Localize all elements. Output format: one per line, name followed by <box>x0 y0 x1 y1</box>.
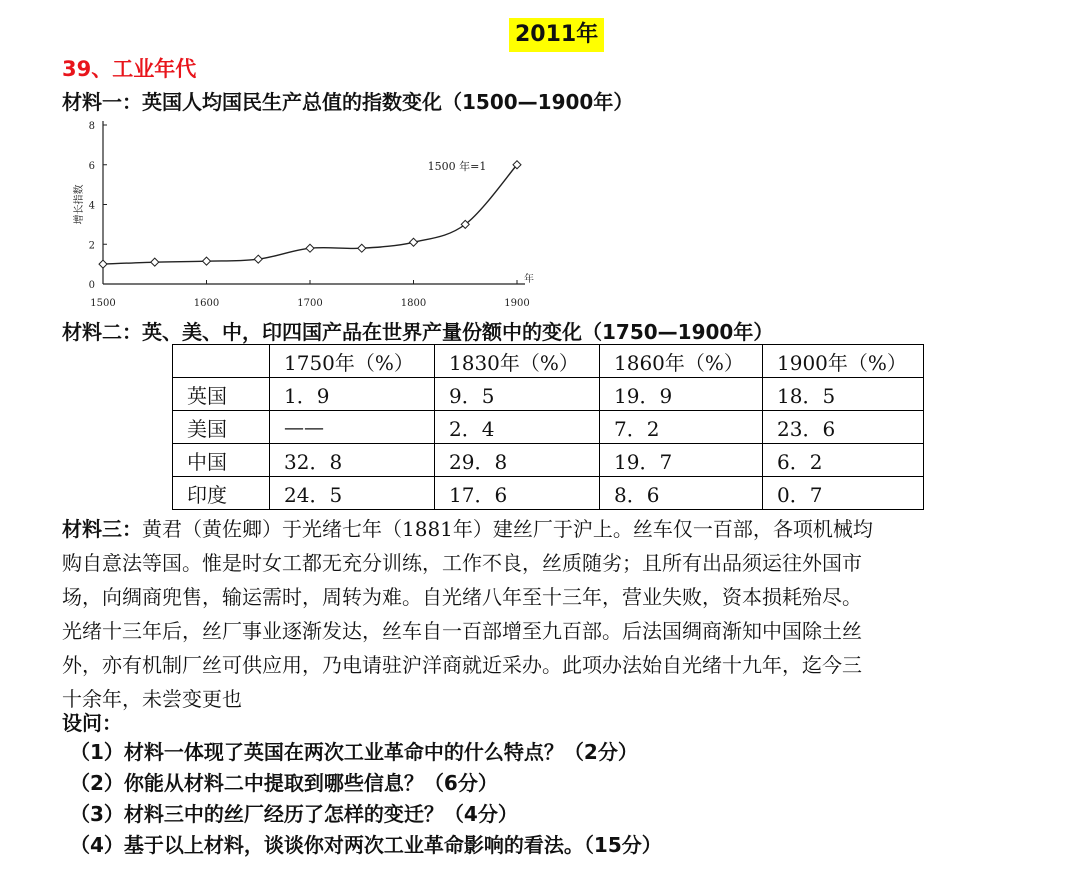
table-cell: 印度 <box>173 477 270 510</box>
y-tick-label: 4 <box>88 200 95 212</box>
table-cell: 美国 <box>173 411 270 444</box>
material3-lead: 材料三： <box>62 517 142 541</box>
y-axis-label: 增长指数 <box>74 184 85 225</box>
table-row <box>173 411 924 444</box>
questions-label: 设问： <box>62 711 122 735</box>
question-item: （1）材料一体现了英国在两次工业革命中的什么特点？（2分） <box>70 740 638 764</box>
table-cell: 19．7 <box>600 444 763 477</box>
question-item: （4）基于以上材料，谈谈你对两次工业革命影响的看法。（15分） <box>70 833 662 857</box>
table-header-cell: 1900年（%） <box>763 345 924 378</box>
data-point <box>151 258 159 266</box>
table-header-cell: 1750年（%） <box>270 345 435 378</box>
table-cell: 24．5 <box>270 477 435 510</box>
table-cell: 8．6 <box>600 477 763 510</box>
x-tick-label: 1500 <box>90 298 116 309</box>
x-axis-label: 年 <box>524 274 534 285</box>
table-cell: 23．6 <box>763 411 924 444</box>
question-item: （3）材料三中的丝厂经历了怎样的变迁？（4分） <box>70 802 518 826</box>
table-header-cell <box>173 345 270 378</box>
material1-title: 材料一：英国人均国民生产总值的指数变化（1500—1900年） <box>62 90 634 114</box>
data-point <box>254 255 262 263</box>
table-cell: 6．2 <box>763 444 924 477</box>
material3-line: 购自意法等国。惟是时女工都无充分训练，工作不良，丝质随劣；且所有出品须运往外国市 <box>62 551 862 575</box>
table-cell: 29．8 <box>435 444 600 477</box>
gnp-index-chart <box>70 116 550 312</box>
material3-line: 光绪十三年后，丝厂事业逐渐发达，丝车自一百部增至九百部。后法国绸商渐知中国除土丝 <box>62 619 862 643</box>
material3-line: 场，向绸商兜售，输运需时，周转为难。自光绪八年至十三年，营业失败，资本损耗殆尽。 <box>62 585 862 609</box>
question-list <box>70 737 662 861</box>
table-cell: 英国 <box>173 378 270 411</box>
data-point <box>99 260 107 268</box>
material3-text <box>62 512 1042 716</box>
x-tick-label: 1700 <box>297 298 323 309</box>
y-tick-label: 8 <box>88 121 95 132</box>
table-row <box>173 477 924 510</box>
share-table <box>172 344 924 510</box>
table-cell: 2．4 <box>435 411 600 444</box>
data-point <box>410 238 418 246</box>
table-cell: 0．7 <box>763 477 924 510</box>
y-tick-label: 2 <box>88 240 95 252</box>
question-item: （2）你能从材料二中提取到哪些信息？（6分） <box>70 771 498 795</box>
year-badge: 2011年 <box>509 18 604 52</box>
y-tick-label: 0 <box>88 280 95 291</box>
table-row <box>173 378 924 411</box>
table-cell: 7．2 <box>600 411 763 444</box>
table-cell: 32．8 <box>270 444 435 477</box>
table-cell: 中国 <box>173 444 270 477</box>
table-row <box>173 444 924 477</box>
x-tick-label: 1900 <box>504 298 530 309</box>
data-point <box>203 257 211 265</box>
material3-line: 黄君（黄佐卿）于光绪七年（1881年）建丝厂于沪上。丝车仅一百部，各项机械均 <box>142 517 873 541</box>
data-point <box>306 244 314 252</box>
table-cell: 17．6 <box>435 477 600 510</box>
material2-title: 材料二：英、美、中，印四国产品在世界产量份额中的变化（1750—1900年） <box>62 320 774 344</box>
table-cell: 1．9 <box>270 378 435 411</box>
x-tick-label: 1800 <box>400 298 427 309</box>
x-tick-label: 1600 <box>193 298 220 309</box>
chart-annotation: 1500 年=1 <box>427 160 487 173</box>
table-cell: —— <box>270 411 435 444</box>
table-header-cell: 1860年（%） <box>600 345 763 378</box>
y-tick-label: 6 <box>88 160 95 172</box>
material3-line: 十余年，未尝变更也 <box>62 687 242 711</box>
data-point <box>358 244 366 252</box>
table-header-row <box>173 345 924 378</box>
material3-line: 外，亦有机制厂丝可供应用，乃电请驻沪洋商就近采办。此项办法始自光绪十九年，迄今三 <box>62 653 862 677</box>
table-cell: 18．5 <box>763 378 924 411</box>
table-header-cell: 1830年（%） <box>435 345 600 378</box>
question-title: 39、工业年代 <box>62 57 197 81</box>
table-cell: 9．5 <box>435 378 600 411</box>
table-cell: 19．9 <box>600 378 763 411</box>
